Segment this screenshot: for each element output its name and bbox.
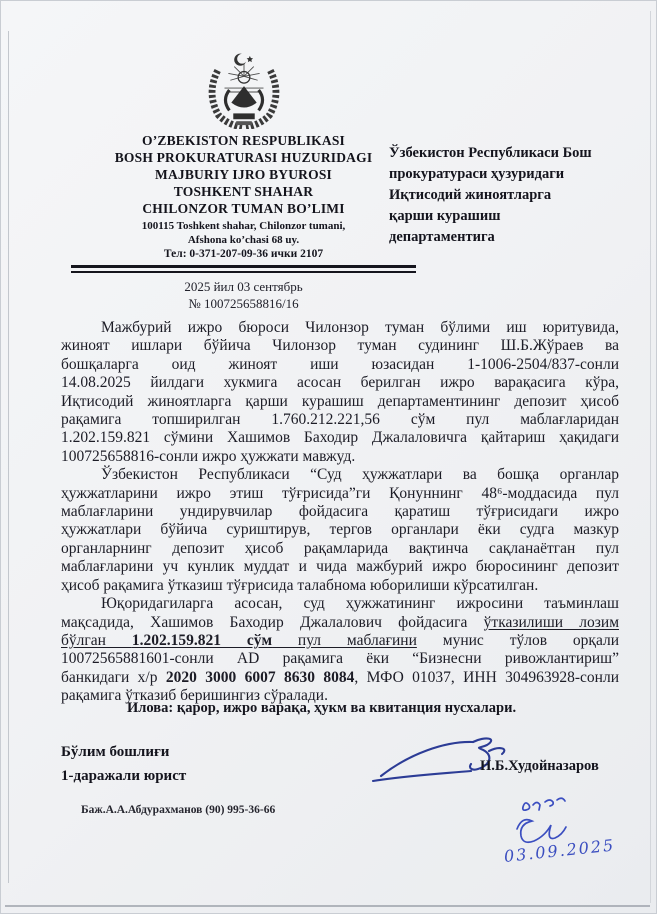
body-line: ҳужжатларини ижро этиш тўғрисида”ги Қонуннинг 48⁶-моддасида пул	[61, 484, 619, 502]
handwritten-date: 03.09.2025	[503, 835, 616, 866]
signer-name: Н.Б.Худойназаров	[480, 758, 599, 774]
underlined-text-run: бўлган	[61, 631, 132, 649]
scan-edge-left	[8, 31, 9, 883]
body-line: ҳужжатлари бўйича суриштирув, тергов органлари ёки судга мазкур	[61, 521, 619, 539]
body-text-run: банкидаги х/р	[61, 668, 166, 686]
body-line: Ўзбекистон Республикаси “Суд ҳужжатлари ва бошқа органлар	[101, 466, 619, 484]
letterhead-divider	[71, 265, 416, 273]
org-name-line: CHILONZOR TUMAN BO’LIMI	[142, 201, 345, 216]
body-line	[61, 669, 619, 687]
scan-edge-bottom	[5, 905, 650, 907]
recipient-line: Ўзбекистон Республикаси Бош	[389, 145, 592, 161]
body-line: Иқтисодий жиноятларга қарши курашиш департаментининг депозит ҳисоб	[61, 392, 619, 410]
amount-due-bold: 1.202.159.821 сўм	[131, 631, 273, 649]
body-text-run: мунис тўлов орқали	[416, 631, 620, 649]
body-line: 100725658816-сонли ижро ҳужжати мавжуд.	[61, 447, 356, 465]
bank-account-number-bold: 2020 3000 6007 8630 8084	[165, 668, 355, 686]
recipient-line: Иқтисодий жиноятларга	[389, 187, 552, 203]
body-line: Юқоридагиларга асосан, суд ҳужжатининг ижросини таъминлаш	[101, 595, 619, 613]
executor-contact-line: Баж.А.А.Абдурахманов (90) 995-36-66	[81, 804, 276, 816]
body-line: рақамига ўтказиб беришингиз сўралади.	[61, 687, 328, 705]
body-line: рақамига топширилган 1.760.212.221,56 сўм пул маблағларидан	[61, 411, 619, 429]
org-name-line: TOSHKENT SHAHAR	[173, 184, 314, 199]
body-line: 10072565881601-сонли AD рақамига ёки “Бизнесни ривожлантириш”	[61, 650, 619, 668]
signoff-title-line: 1-даражали юрист	[61, 767, 187, 784]
address-line: Afshona ko’chasi 68 uy.	[187, 233, 300, 246]
body-line: маблағларини уч кунлик муддат и чида мажбурий ижро бюросининг депозит	[61, 558, 619, 576]
scan-edge-right	[650, 11, 651, 903]
body-line: 1.202.159.821 сўмини Хашимов Баходир Джалаловичга қайтариш ҳақидаги	[61, 429, 619, 447]
signoff-title-line: Бўлим бошлиғи	[61, 744, 170, 760]
underlined-text-run: пул маблағини	[272, 631, 417, 649]
letterhead	[71, 51, 416, 312]
letter-date: 2025 йил 03 сентябрь	[184, 279, 303, 294]
body-line: маблағларини ундирувчилар фойдасига қаратиш тўғрисидаги ижро	[61, 503, 619, 521]
body-line: Мажбурий ижро бюроси Чилонзор туман бўлими иш юритувида,	[101, 319, 619, 336]
recipient-line: қарши курашиш	[389, 208, 501, 224]
body-text-run: , МФО 01037, ИНН 304963928-сонли	[354, 668, 619, 686]
body-line: органларнинг депозит ҳисоб рақамларида вақтинча сақланаётган пул	[61, 539, 619, 557]
org-name-line: MAJBURIY IJRO BYUROSI	[155, 167, 332, 182]
letter-number: № 100725658816/16	[188, 296, 299, 311]
body-line	[61, 632, 619, 650]
body-line: жиноят ишлари бўйича Чилонзор туман судининг Ш.Б.Жўраев ва	[61, 337, 619, 355]
body-line	[61, 614, 619, 632]
body-line: ҳисоб рақамига ўтказиш тўғрисида талабнома юборилиши кўрсатилган.	[61, 576, 539, 594]
body-text-run: мақсадида, Хашимов Баходир Джалалович фойдасига	[61, 613, 484, 631]
attachment-line: Илова: қарор, ижро варақа, ҳукм ва квитанция нусхалари.	[127, 700, 517, 716]
org-name-line: BOSH PROKURATURASI HUZURIDAGI	[114, 150, 373, 165]
phone-line: Тел: 0-371-207-09-36 ички 2107	[163, 248, 324, 260]
recipient-block	[389, 143, 647, 248]
underlined-text-run: ўтказилиши лозим	[483, 613, 620, 631]
recipient-line: прокуратураси ҳузуридаги	[389, 166, 565, 182]
org-name-line: O’ZBEKISTON RESPUBLIKASI	[142, 133, 345, 148]
body-line: 14.08.2025 йилдаги хукмига асосан берилган ижро варақасига кўра,	[61, 374, 619, 392]
letter-body	[61, 319, 619, 706]
signoff-titles	[61, 741, 186, 788]
recipient-line: департаментига	[389, 229, 495, 245]
address-line: 100115 Toshkent shahar, Chilonzor tumani,	[141, 220, 346, 232]
body-line: бошқаларга оид жиноят иши юзасидан 1-1006-2504/837-сонли	[61, 355, 619, 373]
uzbekistan-state-emblem-icon	[202, 51, 286, 129]
